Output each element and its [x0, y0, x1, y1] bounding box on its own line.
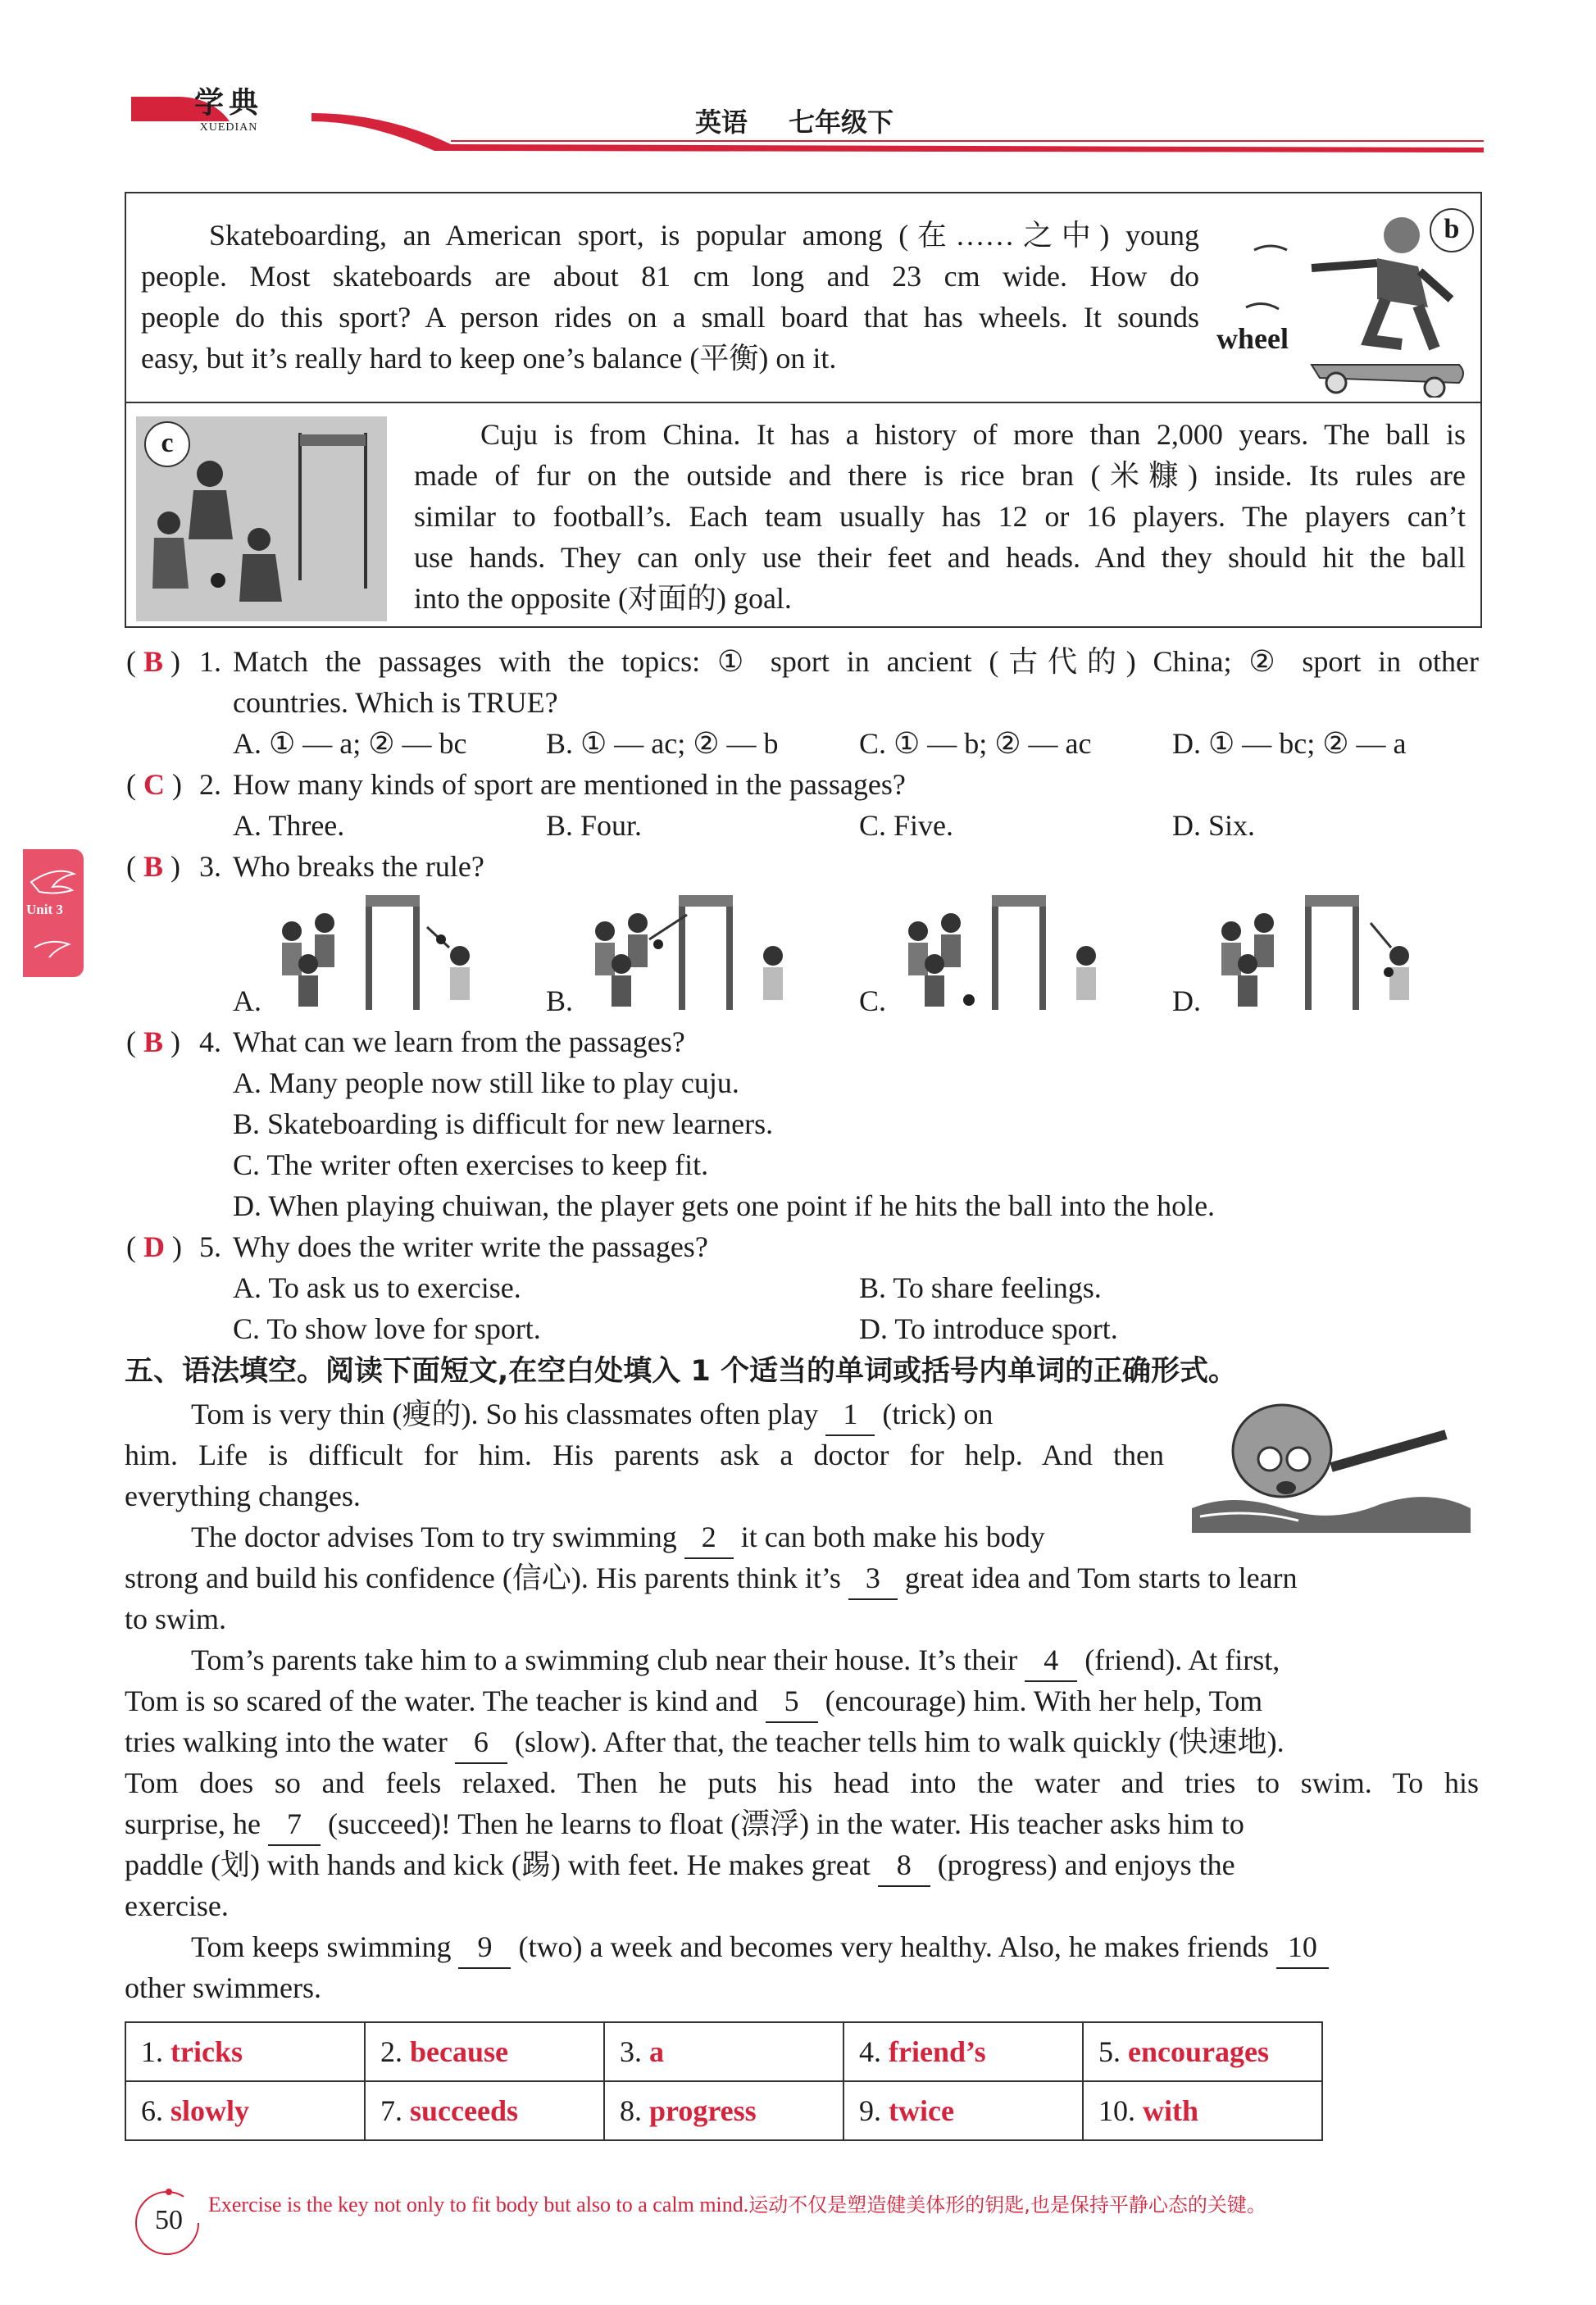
- answer-word: tricks: [171, 2035, 243, 2068]
- blank-7: 7: [268, 1803, 321, 1846]
- side-tab-label: Unit 3: [26, 902, 63, 917]
- cloze-line-12: [125, 1844, 1235, 1887]
- blank-1: 1: [825, 1393, 875, 1436]
- question-2-answer: ( C ): [126, 768, 182, 801]
- passage-b-tag: b: [1430, 208, 1474, 252]
- logo-cn: 学典: [193, 86, 263, 120]
- answer-letter: B: [143, 850, 164, 883]
- cloze-text: The doctor advises Tom to try swimming: [191, 1521, 677, 1553]
- question-1-answer: ( B ): [126, 645, 181, 678]
- answer-word: encourages: [1128, 2035, 1269, 2068]
- passage-b-line-3: people do this sport? A person rides on a small board that has wheels. It sounds: [141, 301, 1199, 334]
- section-5-title: 五、语法填空。阅读下面短文,在空白处填入 1 个适当的单词或括号内单词的正确形式。: [125, 1355, 1238, 1388]
- cloze-text: (friend). At first,: [1084, 1644, 1280, 1676]
- question-5-answer: ( D ): [126, 1230, 182, 1263]
- question-2-option-a: A. Three.: [233, 809, 345, 842]
- question-1-option-c: C. ① — b; ② — ac: [859, 727, 1092, 760]
- answer-number: 10.: [1098, 2094, 1135, 2127]
- answer-word: a: [649, 2035, 664, 2068]
- answer-letter: D: [143, 1230, 165, 1263]
- cloze-line-8: [125, 1680, 1262, 1723]
- answer-cell: [125, 2081, 365, 2140]
- cloze-line-15: other swimmers.: [125, 1971, 321, 2004]
- passage-c-line-5: into the opposite (对面的) goal.: [414, 582, 792, 615]
- blank-3: 3: [848, 1557, 898, 1600]
- answer-number: 9.: [859, 2094, 881, 2127]
- passage-c-line-4: use hands. They can only use their feet and heads. And they should hit the ball: [414, 541, 1466, 574]
- logo-en: XUEDIAN: [199, 121, 258, 134]
- page-number: 50: [155, 2205, 183, 2235]
- answer-word: twice: [889, 2094, 954, 2127]
- answer-number: 2.: [380, 2035, 402, 2068]
- question-2-stem: How many kinds of sport are mentioned in the passages?: [233, 768, 906, 801]
- answer-cell: [843, 2081, 1083, 2140]
- cloze-line-13: exercise.: [125, 1889, 229, 1922]
- cloze-line-10: Tom does so and feels relaxed. Then he puts his head into the water and tries to swim. To his: [125, 1766, 1479, 1799]
- question-3-answer: ( B ): [126, 850, 181, 883]
- question-5-option-a: A. To ask us to exercise.: [233, 1271, 521, 1304]
- question-2-option-c: C. Five.: [859, 809, 954, 842]
- wheel-label: wheel: [1216, 322, 1289, 355]
- cloze-text: strong and build his confidence (信心). His parents think it’s: [125, 1562, 841, 1594]
- cloze-line-2: him. Life is difficult for him. His parents ask a doctor for help. And then: [125, 1439, 1164, 1471]
- question-4-option-c: C. The writer often exercises to keep fit.: [233, 1148, 709, 1181]
- cloze-line-11: [125, 1803, 1244, 1846]
- blank-4: 4: [1025, 1639, 1077, 1682]
- cloze-line-6: to swim.: [125, 1603, 227, 1635]
- logo: [180, 85, 277, 143]
- cloze-text: great idea and Tom starts to learn: [904, 1562, 1298, 1594]
- answer-number: 6.: [141, 2094, 163, 2127]
- question-4-number: 4.: [199, 1025, 221, 1058]
- question-5-option-d: D. To introduce sport.: [859, 1312, 1118, 1345]
- question-2-option-b: B. Four.: [546, 809, 643, 842]
- cloze-text: Tom keeps swimming: [191, 1930, 452, 1963]
- blank-8: 8: [878, 1844, 930, 1887]
- question-4-option-b: B. Skateboarding is difficult for new learners.: [233, 1107, 774, 1140]
- answer-cell: [365, 2081, 604, 2140]
- answer-cell: [365, 2022, 604, 2081]
- header-subject: 英语: [695, 107, 748, 138]
- cloze-text: paddle (划) with hands and kick (踢) with feet. He makes great: [125, 1848, 871, 1881]
- answer-cell: [1083, 2022, 1322, 2081]
- passage-b-line-2: people. Most skateboards are about 81 cm long and 23 cm wide. How do: [141, 260, 1199, 293]
- question-1-option-b: B. ① — ac; ② — b: [546, 727, 779, 760]
- question-3-option-a: A.: [233, 984, 261, 1017]
- cloze-line-5: [125, 1557, 1298, 1600]
- answer-letter: C: [143, 768, 165, 801]
- answer-cell: [843, 2022, 1083, 2081]
- cloze-text: Tom is so scared of the water. The teacher is kind and: [125, 1684, 758, 1717]
- question-5-option-c: C. To show love for sport.: [233, 1312, 541, 1345]
- option-c-picture: [893, 890, 1115, 1013]
- question-5-stem: Why does the writer write the passages?: [233, 1230, 708, 1263]
- option-a-picture: [267, 890, 489, 1013]
- answer-word: with: [1143, 2094, 1199, 2127]
- blank-6: 6: [455, 1721, 507, 1764]
- cloze-text: tries walking into the water: [125, 1725, 448, 1758]
- question-1-stem-1: Match the passages with the topics: ① sport in ancient (古代的) China; ② sport in other: [233, 645, 1479, 678]
- question-1-number: 1.: [199, 645, 221, 678]
- answer-word: succeeds: [410, 2094, 518, 2127]
- answer-number: 8.: [620, 2094, 642, 2127]
- question-1-stem-2: countries. Which is TRUE?: [233, 686, 558, 719]
- passage-b-line-4: easy, but it’s really hard to keep one’s balance (平衡) on it.: [141, 342, 837, 375]
- passage-b-line-1: Skateboarding, an American sport, is popular among (在……之中) young: [209, 219, 1199, 252]
- question-1-option-a: A. ① — a; ② — bc: [233, 727, 467, 760]
- answer-number: 1.: [141, 2035, 163, 2068]
- answer-table: [125, 2021, 1323, 2141]
- blank-9: 9: [458, 1926, 511, 1969]
- question-4-option-d: D. When playing chuiwan, the player gets one point if he hits the ball into the hole.: [233, 1189, 1216, 1222]
- cloze-line-14: [191, 1926, 1329, 1969]
- passage-c-tag: c: [144, 421, 190, 467]
- question-5-option-b: B. To share feelings.: [859, 1271, 1102, 1304]
- answer-word: slowly: [171, 2094, 250, 2127]
- passage-c-line-3: similar to football’s. Each team usually has 12 or 16 players. The players can’t: [414, 500, 1466, 533]
- swimmer-illustration: [1184, 1385, 1479, 1549]
- answer-row: [125, 2022, 1322, 2081]
- answer-number: 4.: [859, 2035, 881, 2068]
- answer-cell: [604, 2081, 843, 2140]
- footer-motto: [208, 2189, 1266, 2217]
- question-3-option-c: C.: [859, 984, 887, 1017]
- header-grade: 七年级下: [789, 107, 894, 138]
- question-3-option-b: B.: [546, 984, 574, 1017]
- cloze-text: Tom’s parents take him to a swimming club near their house. It’s their: [191, 1644, 1018, 1676]
- answer-number: 5.: [1098, 2035, 1121, 2068]
- blank-5: 5: [766, 1680, 818, 1723]
- passage-c-line-1: Cuju is from China. It has a history of more than 2,000 years. The ball is: [480, 418, 1466, 451]
- question-2-option-d: D. Six.: [1172, 809, 1256, 842]
- answer-letter: B: [143, 1025, 164, 1058]
- question-4-answer: ( B ): [126, 1025, 181, 1058]
- question-3-stem: Who breaks the rule?: [233, 850, 484, 883]
- cloze-text: it can both make his body: [740, 1521, 1045, 1553]
- question-4-option-a: A. Many people now still like to play cuju.: [233, 1066, 739, 1099]
- cloze-text: (trick) on: [882, 1398, 994, 1430]
- blank-10: 10: [1276, 1926, 1329, 1969]
- option-b-picture: [580, 890, 802, 1013]
- question-3-number: 3.: [199, 850, 221, 883]
- blank-2: 2: [684, 1516, 734, 1559]
- answer-row: [125, 2081, 1322, 2140]
- answer-word: because: [410, 2035, 508, 2068]
- answer-cell: [604, 2022, 843, 2081]
- unit-side-tab: [23, 849, 84, 977]
- cloze-line-9: [125, 1721, 1285, 1764]
- answer-number: 3.: [620, 2035, 642, 2068]
- cloze-line-3: everything changes.: [125, 1480, 361, 1512]
- cloze-line-7: [191, 1639, 1280, 1682]
- cloze-text: (encourage) him. With her help, Tom: [825, 1684, 1263, 1717]
- cloze-text: Tom is very thin (瘦的). So his classmates often play: [191, 1398, 819, 1430]
- answer-letter: B: [143, 645, 164, 678]
- answer-word: friend’s: [889, 2035, 986, 2068]
- passage-c-line-2: made of fur on the outside and there is rice bran (米糠) inside. Its rules are: [414, 459, 1466, 492]
- cloze-line-1: [191, 1393, 993, 1436]
- cloze-text: (slow). After that, the teacher tells him to walk quickly (快速地).: [514, 1725, 1285, 1758]
- cloze-text: surprise, he: [125, 1807, 261, 1840]
- answer-cell: [1083, 2081, 1322, 2140]
- cloze-text: (progress) and enjoys the: [937, 1848, 1235, 1881]
- question-2-number: 2.: [199, 768, 221, 801]
- cloze-text: (two) a week and becomes very healthy. Also, he makes friends: [518, 1930, 1269, 1963]
- question-3-option-d: D.: [1172, 984, 1201, 1017]
- option-d-picture: [1207, 890, 1428, 1013]
- motto-english: Exercise is the key not only to fit body but also to a calm mind.: [208, 2193, 749, 2216]
- question-1-option-d: D. ① — bc; ② — a: [1172, 727, 1407, 760]
- answer-cell: [125, 2022, 365, 2081]
- question-4-stem: What can we learn from the passages?: [233, 1025, 685, 1058]
- motto-chinese: 运动不仅是塑造健美体形的钥匙,也是保持平静心态的关键。: [748, 2194, 1266, 2216]
- cloze-line-4: [191, 1516, 1045, 1559]
- question-5-number: 5.: [199, 1230, 221, 1263]
- answer-word: progress: [649, 2094, 757, 2127]
- answer-number: 7.: [380, 2094, 402, 2127]
- cloze-text: (succeed)! Then he learns to float (漂浮) in the water. His teacher asks him to: [327, 1807, 1244, 1840]
